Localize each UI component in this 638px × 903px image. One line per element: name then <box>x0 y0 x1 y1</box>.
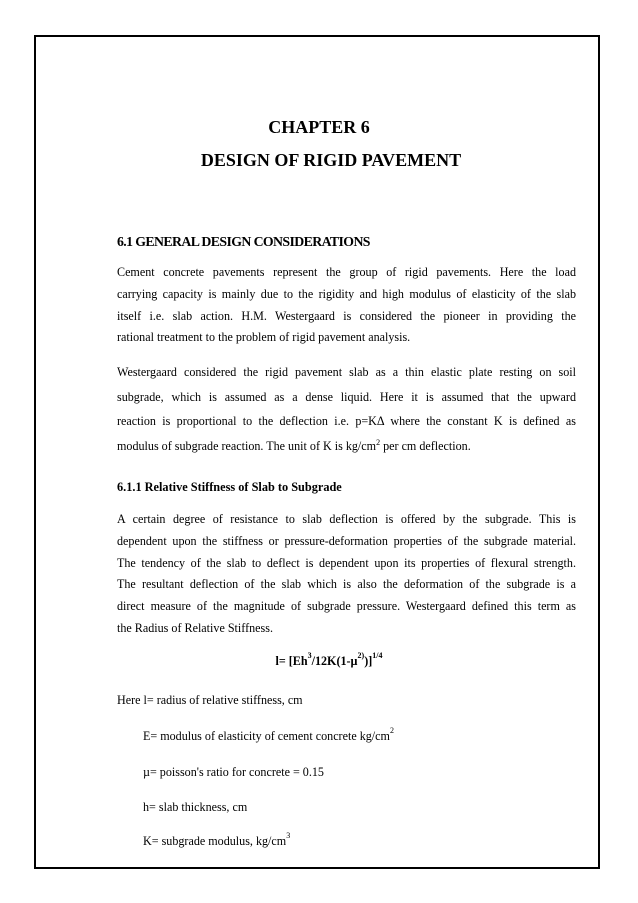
definition-mu: µ= poisson's ratio for concrete = 0.15 <box>143 765 324 779</box>
section-heading: 6.1 GENERAL DESIGN CONSIDERATIONS <box>117 234 370 249</box>
paragraph-line: carrying capacity is mainly due to the rigidity and high modulus of elasticity of the slab <box>117 286 576 301</box>
chapter-title: DESIGN OF RIGID PAVEMENT <box>200 150 462 170</box>
paragraph-line-last <box>117 434 576 459</box>
section-paragraph-2 <box>117 360 576 458</box>
section-paragraph-1 <box>117 262 576 349</box>
unit-text: modulus of subgrade reaction. The unit of K is kg/cm <box>117 438 377 453</box>
paragraph-line: The tendency of the slab to deflect is dependent upon its properties of flexural strength. <box>117 555 576 570</box>
paragraph-line: Westergaard considered the rigid pavement slab as a thin elastic plate resting on soil <box>117 365 576 379</box>
paragraph-line: The resultant deflection of the slab which is also the deformation of the subgrade is a <box>117 577 576 592</box>
here-definition: Here l= radius of relative stiffness, cm <box>117 693 303 707</box>
paragraph-line: subgrade, which is assumed as a dense liquid. Here it is assumed that the upward <box>117 389 576 404</box>
unit-suffix: per cm deflection. <box>380 438 471 453</box>
paragraph-line: dependent upon the stiffness or pressure-deformation properties of the subgrade material. <box>117 533 576 548</box>
superscript: 2 <box>376 437 381 447</box>
subsection-heading: 6.1.1 Relative Stiffness of Slab to Subgrade <box>117 480 342 494</box>
paragraph-line: reaction is proportional to the deflection i.e. p=KΔ where the constant K is defined as <box>117 414 576 428</box>
definition-h: h= slab thickness, cm <box>143 800 248 814</box>
stiffness-formula: $l= [Eh^3/12K(1-\mu^{2)})]^{1/4}$ <box>275 651 383 668</box>
paragraph-line: Cement concrete pavements represent the group of rigid pavements. Here the load <box>117 265 576 279</box>
definition-E: E= modulus of elasticity of cement concrete $kg/cm^2$ <box>143 726 394 743</box>
paragraph-line: direct measure of the magnitude of subgrade pressure. Westergaard defined this term as <box>117 599 576 614</box>
subsection-paragraph <box>117 509 576 640</box>
paragraph-line: A certain degree of resistance to slab deflection is offered by the subgrade. This is <box>117 512 576 526</box>
paragraph-line: rational treatment to the problem of rigid pavement analysis. <box>117 330 411 345</box>
paragraph-line: the Radius of Relative Stiffness. <box>117 620 273 635</box>
paragraph-line: itself i.e. slab action. H.M. Westergaard is considered the pioneer in providing the <box>117 308 576 323</box>
definition-K: K= subgrade modulus, $kg/cm^3$ <box>143 831 291 848</box>
chapter-number: CHAPTER 6 <box>268 117 370 137</box>
